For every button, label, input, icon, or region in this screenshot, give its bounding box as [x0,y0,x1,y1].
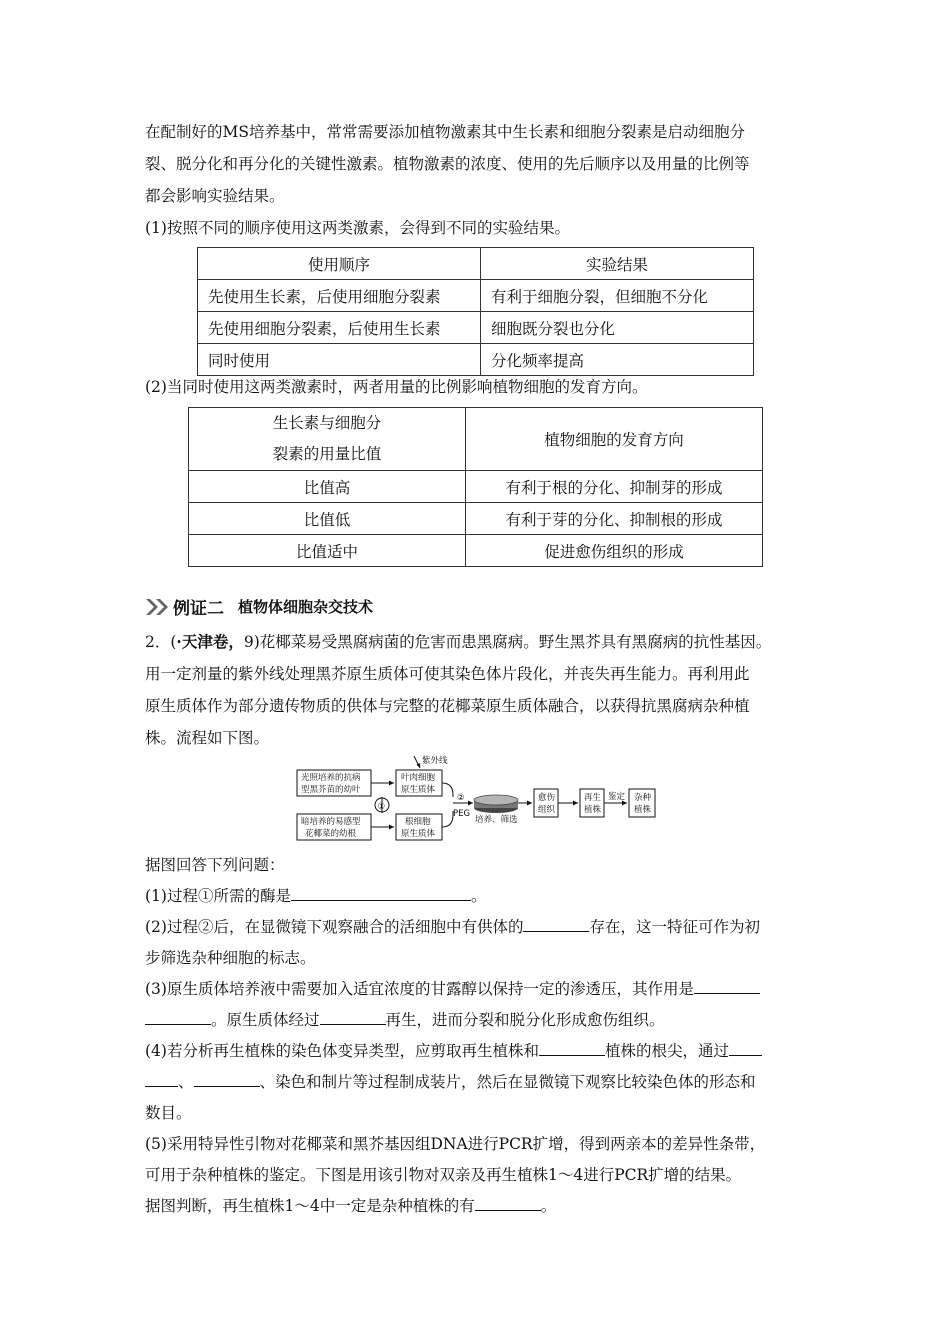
table2-header-direction: 植物细胞的发育方向 [466,408,763,471]
box-a-line2: 型黑芥苗的幼叶 [301,785,361,795]
q3-answer-blank-1b[interactable] [145,1007,211,1025]
q3-line-2 [145,1004,815,1036]
culture-dish-icon [474,795,518,813]
q2-text: (2)过程②后，在显微镜下观察融合的活细胞中有供体的 [145,918,524,936]
section-tag: 例证二 [173,599,224,619]
question-line-1 [145,626,815,658]
fusion-flow-diagram [295,752,667,852]
intro-line-2: 裂、脱分化和再分化的关键性激素。植物激素的浓度、使用的先后顺序以及用量的比例等 [145,155,750,173]
step-2-label: ② [457,793,465,803]
box-b-line1: 暗培养的易感型 [301,817,361,827]
part1-heading: (1)按照不同的顺序使用这两类激素，会得到不同的实验结果。 [145,219,570,237]
table2-header-ratio [189,408,466,471]
box-g-line1: 杂种 [634,793,652,803]
q5-answer-blank[interactable] [475,1193,541,1211]
question-number: 2．( [145,633,177,651]
q3-text-3: 再生，进而分裂和脱分化形成愈伤组织。 [385,1011,665,1029]
q3-line-1 [145,973,815,1005]
q4-sep: 、 [178,1073,194,1091]
table1-header-order: 使用顺序 [198,248,481,280]
hormone-order-table [197,247,754,376]
table2-cell: 有利于芽的分化、抑制根的形成 [466,503,763,535]
part2-heading: (2)当同时使用这两类激素时，两者用量的比例影响植物细胞的发育方向。 [145,378,648,396]
q1-end: 。 [470,887,487,905]
q4-text-3: 、染色和制片等过程制成装片，然后在显微镜下观察比较染色体的形态和 [259,1073,756,1091]
question-line-2: 用一定剂量的紫外线处理黑芥原生质体可使其染色体片段化，并丧失再生能力。再利用此 [145,665,750,683]
table2-cell: 比值适中 [189,535,466,567]
box-b-line2: 花椰菜的幼根 [305,829,357,839]
box-e-line1: 愈伤 [538,793,556,803]
table1-cell: 先使用生长素，后使用细胞分裂素 [198,280,481,312]
questions-intro: 据图回答下列问题： [145,856,285,874]
box-e-line2: 组织 [538,805,556,815]
box-c-line2: 原生质体 [401,785,436,795]
culture-label: 培养、筛选 [475,815,518,825]
identify-label: 鉴定 [608,792,626,802]
table2-cell: 比值高 [189,471,466,503]
question-line-3: 原生质体作为部分遗传物质的供体与完整的花椰菜原生质体融合，以获得抗黑腐病杂种植 [145,697,750,715]
box-d-line2: 原生质体 [401,829,436,839]
q4-answer-blank-3[interactable] [194,1069,260,1087]
q5-end: 。 [540,1197,557,1215]
section-title: 植物体细胞杂交技术 [238,598,374,616]
q5-line-2: 可用于杂种植株的鉴定。下图是用该引物对双亲及再生植株1～4进行PCR扩增的结果。 [145,1166,742,1184]
q2-line-2: 步筛选杂种细胞的标志。 [145,949,316,967]
table1-header-result: 实验结果 [481,248,754,280]
hormone-ratio-table [188,407,763,567]
table1-cell: 细胞既分裂也分化 [481,312,754,344]
q2-line-1 [145,911,815,943]
table1-cell: 先使用细胞分裂素，后使用生长素 [198,312,481,344]
box-d-line1: 根细胞 [405,817,431,827]
q5-line-1: (5)采用特异性引物对花椰菜和黑芥基因组DNA进行PCR扩增，得到两亲本的差异性条带， [145,1135,766,1153]
table1-cell: 有利于细胞分裂，但细胞不分化 [481,280,754,312]
q5-line-3 [145,1190,815,1222]
section-heading [145,594,373,620]
q4-line-1 [145,1035,815,1067]
question-points: 9) [243,633,260,651]
table2-cell: 有利于根的分化、抑制芽的形成 [466,471,763,503]
table2-header-ratio-line2: 裂素的用量比值 [272,445,382,463]
table2-cell: 比值低 [189,503,466,535]
box-f-line1: 再生 [584,793,602,803]
q4-answer-blank-2a[interactable] [729,1038,762,1056]
box-g-line2: 植株 [634,805,652,815]
question-line-4: 株。流程如下图。 [145,729,270,747]
q2-text-2: 存在，这一特征可作为初 [589,918,760,936]
table2-cell: 促进愈伤组织的形成 [466,535,763,567]
q4-line-2 [145,1066,815,1098]
q1 [145,880,815,912]
box-f-line2: 植株 [584,805,602,815]
question-source: ·天津卷， [176,632,244,651]
double-chevron-icon [145,598,171,616]
uv-label: 紫外线 [422,756,448,766]
q3-text: (3)原生质体培养液中需要加入适宜浓度的甘露醇以保持一定的渗透压，其作用是 [145,980,694,998]
peg-label: PEG [453,809,471,819]
q4-answer-blank-2b[interactable] [145,1069,178,1087]
q3-answer-blank-1a[interactable] [694,976,760,994]
question-line1-text: 花椰菜易受黑腐病菌的危害而患黑腐病。野生黑芥具有黑腐病的抗性基因。 [259,633,772,651]
q1-answer-blank[interactable] [291,883,471,901]
table1-cell: 分化频率提高 [481,344,754,376]
q4-answer-blank-1[interactable] [539,1038,605,1056]
q5-text: 据图判断，再生植株1～4中一定是杂种植株的有 [145,1197,475,1215]
intro-line-1: 在配制好的MS培养基中，常常需要添加植物激素其中生长素和细胞分裂素是启动细胞分 [145,123,745,141]
q4-text-2: 植株的根尖，通过 [604,1042,729,1060]
q4-text: (4)若分析再生植株的染色体变异类型，应剪取再生植株和 [145,1042,539,1060]
table2-header-ratio-line1: 生长素与细胞分 [272,414,382,432]
q2-answer-blank[interactable] [523,914,589,932]
q4-line-3: 数目。 [145,1104,192,1122]
q3-answer-blank-2[interactable] [320,1007,386,1025]
intro-line-3: 都会影响实验结果。 [145,187,285,205]
box-c-line1: 叶肉细胞 [401,773,436,783]
box-a-line1: 光照培养的抗病 [301,773,361,783]
table1-cell: 同时使用 [198,344,481,376]
step-1-label: ① [377,802,386,812]
q1-text: (1)过程①所需的酶是 [145,887,291,905]
q3-text-2: 。原生质体经过 [211,1011,320,1029]
